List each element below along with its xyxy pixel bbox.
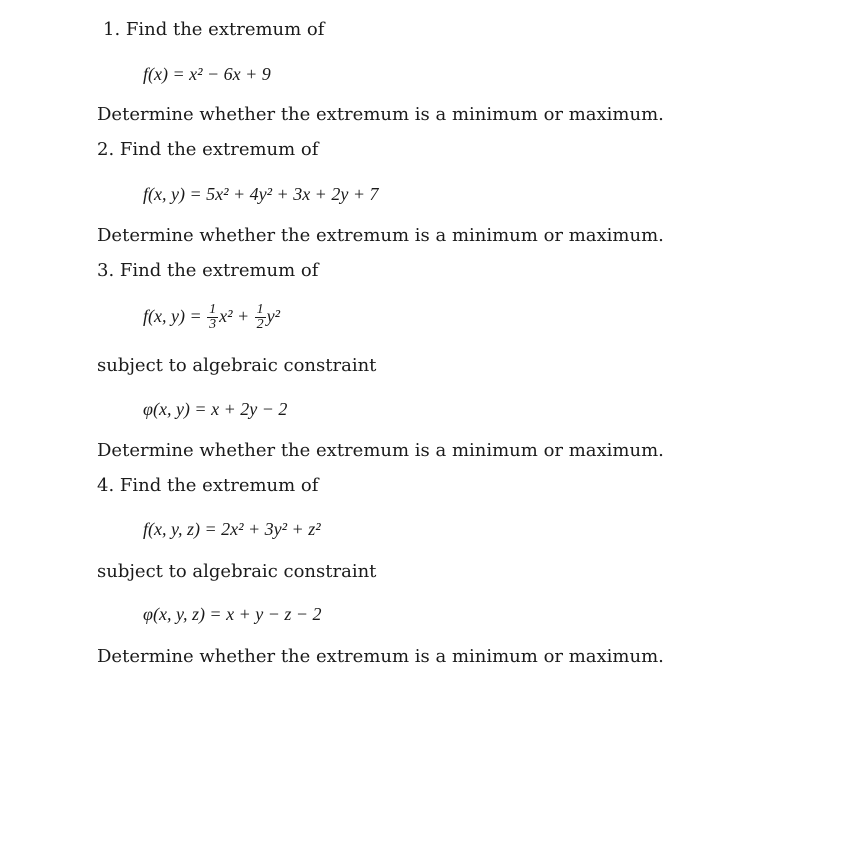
fraction-denominator: 2 (256, 317, 264, 333)
fraction-numerator: 1 (209, 302, 217, 318)
problem-3-instruction: Determine whether the extremum is a minimum or maximum. (97, 440, 664, 461)
fraction-numerator: 1 (256, 302, 264, 318)
fraction-denominator: 3 (209, 317, 217, 333)
eq-plus: + (232, 306, 254, 326)
problem-1-instruction: Determine whether the extremum is a minimum or maximum. (97, 104, 664, 125)
problem-4-instruction: Determine whether the extremum is a minimum or maximum. (97, 646, 664, 667)
problem-2-equation (143, 183, 378, 205)
problem-4-constraint-label: subject to algebraic constraint (97, 561, 377, 582)
problem-3-equation (143, 301, 280, 332)
problem-3-heading: 3. Find the extremum of (97, 260, 319, 281)
constraint-lhs: φ(x, y, z) = (143, 604, 227, 624)
fraction-one-half (255, 303, 266, 332)
eq-rhs: 2x² + 3y² + z² (221, 519, 321, 539)
problem-2-heading: 2. Find the extremum of (97, 139, 319, 160)
problem-3-constraint (143, 398, 287, 420)
fraction-one-third (207, 303, 218, 332)
eq-lhs: f(x, y, z) = (143, 519, 222, 539)
eq-lhs: f(x, y) = (143, 184, 207, 204)
constraint-rhs: x + 2y − 2 (211, 399, 288, 419)
eq-lhs: f(x) = (143, 64, 190, 84)
eq-lhs: f(x, y) = (143, 306, 207, 326)
problem-4-constraint (143, 603, 322, 625)
eq-rhs: 5x² + 4y² + 3x + 2y + 7 (206, 184, 379, 204)
constraint-lhs: φ(x, y) = (143, 399, 212, 419)
problem-4-heading: 4. Find the extremum of (97, 475, 319, 496)
problem-1-equation (143, 63, 271, 85)
eq-term-x: x² (219, 306, 233, 326)
constraint-rhs: x + y − z − 2 (226, 604, 322, 624)
eq-term-y: y² (266, 306, 281, 326)
problem-1-heading: 1. Find the extremum of (103, 19, 325, 40)
problem-3-constraint-label: subject to algebraic constraint (97, 355, 377, 376)
problem-2-instruction: Determine whether the extremum is a minimum or maximum. (97, 225, 664, 246)
eq-rhs: x² − 6x + 9 (189, 64, 271, 84)
problem-4-equation (143, 518, 321, 540)
